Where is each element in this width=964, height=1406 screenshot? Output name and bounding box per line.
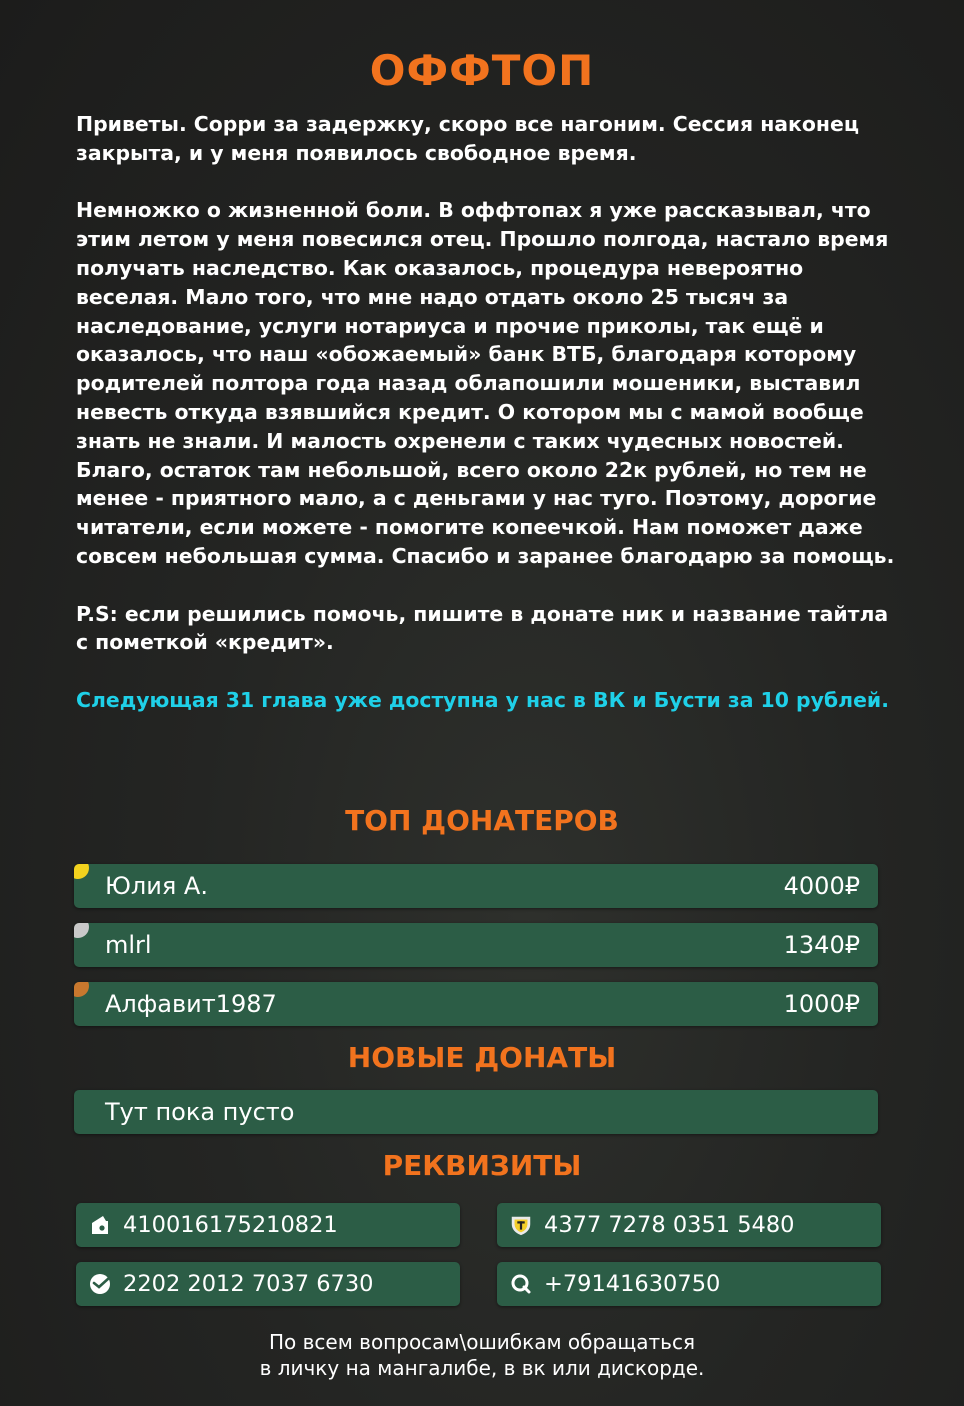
- yoomoney-wallet-icon: [88, 1213, 112, 1237]
- donor-amount: 1000₽: [783, 990, 860, 1018]
- requisite-value: 2202 2012 7037 6730: [123, 1271, 374, 1297]
- ps-paragraph: P.S: если решились помочь, пишите в донате ник и название тайтла с пометкой «кредит».: [76, 601, 889, 655]
- page-title: ОФФТОП: [369, 46, 595, 95]
- gold-medal-icon: [74, 864, 89, 879]
- requisite-value: 4377 7278 0351 5480: [544, 1212, 795, 1238]
- contact-footer: [0, 1329, 964, 1381]
- footer-line: в личку на мангалибе, в вк или дискорде.: [259, 1356, 705, 1380]
- sberbank-icon: [88, 1272, 112, 1296]
- new-donations-title: НОВЫЕ ДОНАТЫ: [347, 1041, 617, 1074]
- donor-row: [74, 864, 878, 908]
- story-paragraph: Немножко о жизненной боли. В оффтопах я уже рассказывал, что этим летом у меня повесился отец. Прошло полгода, настало время получать наследство. Как оказалось, процедура невероятно веселая. Мало того, что мне надо отдать около 25 тысяч за наследование, услуги нотариуса и прочие приколы, так ещё и оказалось, что наш «обожаемый» банк ВТБ, благодаря которому родителей полтора года назад облапошили мошеники, выставил невесть откуда взявшийся кредит. О котором мы с мамой вообще знать не знали. И малость охренели с таких чудесных новостей. Благо, остаток там небольшой, всего около 22к рублей, но тем не менее - приятного мало, а с деньгами у нас туго. Поэтому, дорогие читатели, если можете - помогите копеечкой. Нам поможет даже совсем небольшая сумма. Спасибо и заранее благодарю за помощь.: [76, 198, 895, 568]
- donor-amount: 1340₽: [783, 931, 860, 959]
- donor-row: [74, 982, 878, 1026]
- greeting-paragraph: Приветы. Сорри за задержку, скоро все нагоним. Сессия наконец закрыта, и у меня появилось свободное время.: [76, 112, 859, 165]
- requisite-value: +79141630750: [544, 1271, 721, 1297]
- requisite-sberbank[interactable]: [76, 1262, 460, 1306]
- empty-state-text: Тут пока пусто: [105, 1098, 295, 1126]
- next-chapter-notice: Следующая 31 глава уже доступна у нас в ВК и Бусти за 10 рублей.: [76, 687, 889, 712]
- offtop-text: [76, 110, 896, 744]
- qiwi-icon: [509, 1272, 533, 1296]
- requisites-title: РЕКВИЗИТЫ: [382, 1149, 582, 1182]
- donor-name: Юлия А.: [105, 872, 208, 900]
- donor-row: [74, 923, 878, 967]
- new-donations-empty: [74, 1090, 878, 1134]
- requisite-value: 410016175210821: [123, 1212, 338, 1238]
- requisite-yoomoney[interactable]: [76, 1203, 460, 1247]
- donor-name: Алфавит1987: [105, 990, 277, 1018]
- footer-line: По всем вопросам\ошибкам обращаться: [268, 1330, 695, 1354]
- tinkoff-emblem-icon: [509, 1213, 533, 1237]
- requisite-qiwi[interactable]: [497, 1262, 881, 1306]
- donor-amount: 4000₽: [783, 872, 860, 900]
- top-donors-title: ТОП ДОНАТЕРОВ: [345, 804, 619, 837]
- silver-medal-icon: [74, 923, 89, 938]
- requisite-tinkoff[interactable]: [497, 1203, 881, 1247]
- donor-name: mlrl: [105, 931, 152, 959]
- bronze-medal-icon: [74, 982, 89, 997]
